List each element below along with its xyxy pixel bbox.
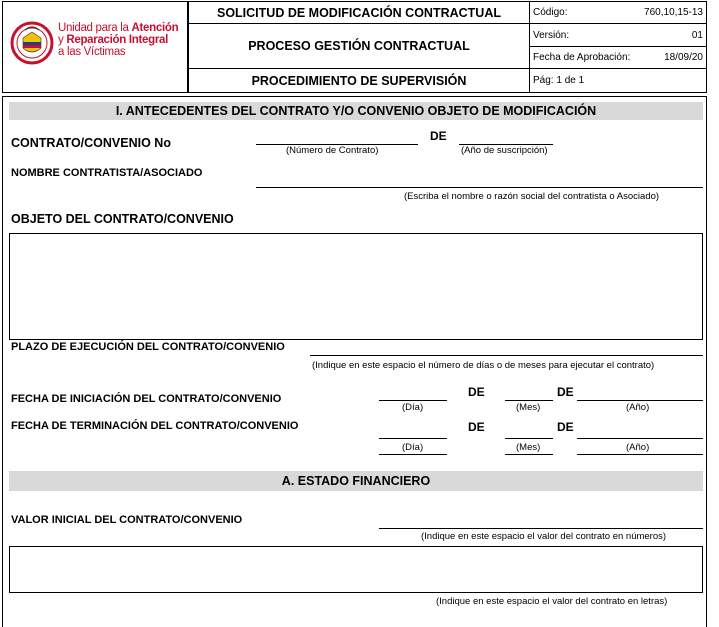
logo xyxy=(8,18,186,70)
day-hint: (Día) xyxy=(402,442,424,453)
version-row: Versión: 01 xyxy=(529,24,707,47)
date-underline xyxy=(505,454,553,455)
initial-value-letters-field[interactable] xyxy=(9,546,703,593)
process-name: PROCESO GESTIÓN CONTRACTUAL xyxy=(188,23,530,69)
de-label: DE xyxy=(468,420,485,434)
contract-object-field[interactable] xyxy=(9,233,703,340)
section-background-title: I. ANTECEDENTES DEL CONTRATO Y/O CONVENIO OBJETO DE MODIFICACIÓN xyxy=(9,102,703,120)
execution-term-label: PLAZO DE EJECUCIÓN DEL CONTRATO/CONVENIO xyxy=(11,341,285,353)
code-row: Código: 760,10,15-13 xyxy=(529,2,707,24)
procedure-name: PROCEDIMIENTO DE SUPERVISIÓN xyxy=(188,68,530,93)
year-hint: (Año) xyxy=(626,442,650,453)
date-underline xyxy=(577,454,703,455)
start-date-label: FECHA DE INICIACIÓN DEL CONTRATO/CONVENIO xyxy=(11,393,282,405)
start-month-field[interactable] xyxy=(505,400,553,401)
contractor-name-hint: (Escriba el nombre o razón social del contratista o Asociado) xyxy=(404,191,660,202)
page-row: Pág: 1 de 1 xyxy=(533,75,585,86)
day-hint: (Día) xyxy=(402,402,424,413)
numbers-hint: (Indique en este espacio el valor del contrato en números) xyxy=(421,531,667,542)
contract-object-label: OBJETO DEL CONTRATO/CONVENIO xyxy=(11,212,234,226)
approval-row: Fecha de Aprobación: 18/09/20 xyxy=(529,47,707,69)
de-label: DE xyxy=(557,385,574,399)
initial-value-numbers-field[interactable] xyxy=(379,528,703,529)
logo-text: Unidad para la Atención y Reparación Integral a las Víctimas xyxy=(58,22,179,58)
month-hint: (Mes) xyxy=(516,442,541,453)
end-month-field[interactable] xyxy=(505,438,553,439)
document-title: SOLICITUD DE MODIFICACIÓN CONTRACTUAL xyxy=(188,1,530,24)
contractor-name-field[interactable] xyxy=(256,187,703,188)
initial-value-label: VALOR INICIAL DEL CONTRATO/CONVENIO xyxy=(11,514,243,526)
colombia-seal-icon xyxy=(10,18,54,68)
letters-hint: (Indique en este espacio el valor del contrato en letras) xyxy=(436,596,668,607)
end-day-field[interactable] xyxy=(379,438,447,439)
end-date-label: FECHA DE TERMINACIÓN DEL CONTRATO/CONVENIO xyxy=(11,420,299,432)
month-hint: (Mes) xyxy=(516,402,541,413)
execution-term-hint: (Indique en este espacio el número de días o de meses para ejecutar el contrato) xyxy=(312,360,655,371)
contract-number-hint: (Número de Contrato) xyxy=(286,145,379,156)
date-underline xyxy=(379,454,447,455)
contract-number-label: CONTRATO/CONVENIO No xyxy=(11,136,171,150)
start-year-field[interactable] xyxy=(577,400,703,401)
end-year-field[interactable] xyxy=(577,438,703,439)
year-hint: (Año) xyxy=(626,402,650,413)
contract-year-hint: (Año de suscripción) xyxy=(461,145,548,156)
start-day-field[interactable] xyxy=(379,400,447,401)
section-financial-title: A. ESTADO FINANCIERO xyxy=(9,471,703,491)
execution-term-field[interactable] xyxy=(310,355,703,356)
de-label: DE xyxy=(468,385,485,399)
de-label: DE xyxy=(430,129,447,143)
contractor-name-label: NOMBRE CONTRATISTA/ASOCIADO xyxy=(11,167,203,179)
de-label: DE xyxy=(557,420,574,434)
